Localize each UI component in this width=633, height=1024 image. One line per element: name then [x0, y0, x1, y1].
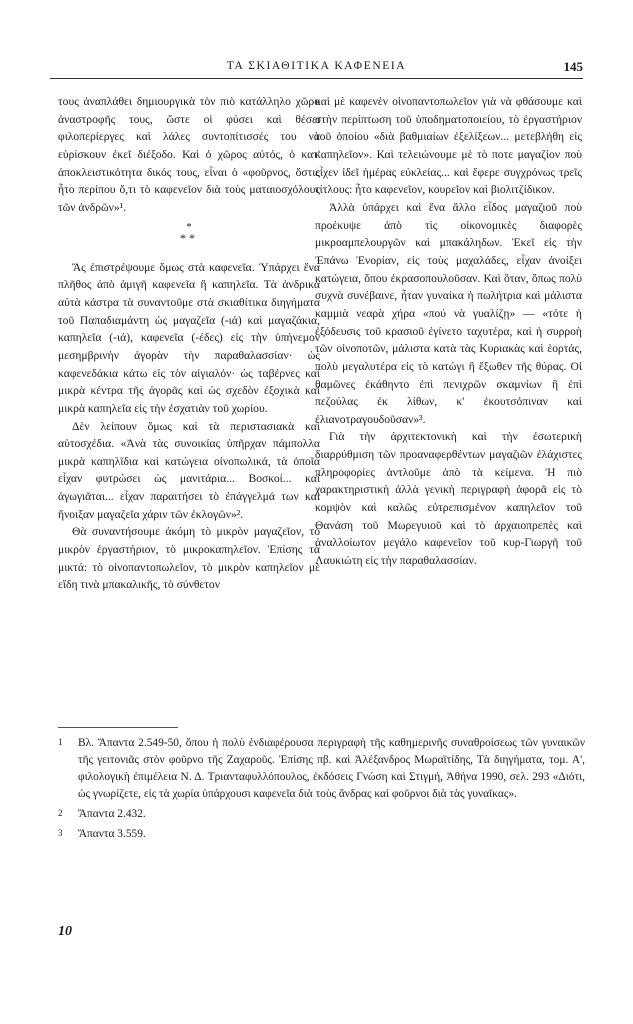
asterism-top-star: *: [186, 220, 192, 233]
footnote: [58, 806, 585, 823]
footnote: [58, 735, 585, 803]
footnote-number: 2: [58, 808, 63, 818]
running-title: ΤΑ ΣΚΙΑΘΙΤΙΚΑ ΚΑΦΕΝΕΙΑ: [226, 60, 407, 72]
asterism-star-row: **: [180, 230, 198, 245]
footnote: [58, 826, 585, 843]
page-number: 145: [563, 59, 583, 74]
paragraph: Δὲν λείπουν ὅμως καὶ τὰ περιστασιακὰ καὶ αὐτοσχέδια. «Ἀνὰ τὰς συνοικίας ὑπῆρχαν πάμπολλα μικρὰ καπηλῖδια καὶ κατώγεια οἰνοπωλικά, τὰ ὁποῖα εἶχαν φυτρώσει ὡς μανιτάρια... Βοσκοί... καὶ ἀγωγιᾶται... εἶχαν παραιτήσει τὸ ἐπάγγελμά των καὶ ἤνοιξαν μαγαζεῖα χάριν τῶν ἐκλογῶν»².: [58, 419, 320, 521]
running-head: [50, 60, 583, 78]
footnote-text: Ἅπαντα 2.432.: [78, 808, 146, 820]
paragraph: Γιὰ τὴν ἀρχιτεκτονικὴ καὶ τὴν ἐσωτερικὴ διαρρύθμιση τῶν προαναφερθέντων μαγαζιῶν ἐλάχιστες πληροφορίες ἀντλοῦμε ἀπὸ τὰ κείμενα. Ἡ πιὸ χαρακτηριστικὴ ἀλλὰ γενικὴ περιγραφὴ ἀφορᾶ εἰς τὸ κομψὸν καὶ καλῶς εὐτρεπισμένον καπηλεῖον τοῦ Θανάση τοῦ Μωρεγυιοῦ καὶ τὸ ἀρχαιοπρεπὲς καὶ ἀναλλοίωτον μεγάλο καφενεῖον τοῦ κυρ-Γιωργῆ τοῦ Λαυκιώτη εἰς τὴν παραθαλασσίαν.: [315, 430, 582, 568]
footnote-text: Βλ. Ἅπαντα 2.549-50, ὅπου ἡ πολὺ ἐνδιαφέρουσα περιγραφὴ τῆς καθημερινῆς συναθροίσεως τῶν γυναικῶν τῆς γειτονιᾶς στὸν φοῦρνο τῆς Ζαχαροῦς. Ἐπίσης πβ. καὶ Ἀλέξανδρος Μωραϊτίδης, Τὰ διηγήματα, τομ. Α', φιλολογικὴ ἐπιμέλεια Ν. Δ. Τριανταφυλλόπουλος, ἐκδόσεις Γνώση καὶ Στιγμή, Ἀθήνα 1990, σελ. 293 «Διότι, ὡς γνωρίζετε, εἰς τὰ χωρία ὑπάρχουσι καφενεῖα διὰ τοὺς ἄνδρας καὶ φοῦρνοι διὰ τὰς γυναῖκας».: [78, 737, 585, 800]
left-column: [58, 93, 320, 594]
right-column: [315, 93, 582, 570]
paragraph: Θὰ συναντήσουμε ἀκόμη τὸ μικρὸν μαγαζεῖον, τὸ μικρὸν ἐργαστήριον, τὸ μικροκαπηλεῖον. Ἐπίσης τὰ μικτά: τὸ οἰνοπαντοπωλεῖον, τὸ μικρὸν καπηλεῖον μὲ εἴδη τινὰ μπακαλικῆς, τὸ σύνθετον: [58, 525, 320, 592]
footnote-number: 3: [58, 828, 63, 838]
signature-mark: 10: [58, 924, 72, 939]
header-rule: [50, 78, 583, 79]
paragraph: καὶ μὲ καφενὲν οἰνοπαντοπωλεῖον γιὰ νὰ φθάσουμε καὶ στὴν περίπτωση τοῦ ὑποδηματοποιείου, τὸ ἐργαστήριον τοῦ ὁποίου «διὰ βαθμιαίων ἐξελίξεων... μετεβλήθη εἰς καπηλεῖον». Καὶ τελειώνουμε μὲ τὸ ποτε μαγαζίον ποὺ εἶχεν ἰδεῖ ἡμέρας εὐκλείας... καὶ ἔφερε συγχρόνως τρεῖς τίτλους: ἦτο καφενεῖον, κουρεῖον καὶ βιολιτζίδικον.: [315, 95, 582, 197]
paragraph: τους ἀναπλάθει δημιουργικὰ τὸν πιὸ κατάλληλο χῶρο ἀναστροφῆς τους, ὥστε οἱ φύσει καὶ θέσει φιλοπερίεργες καὶ λάλες συντοπίτισσές του νὰ εὑρίσκουν ἐκεῖ διέξοδο. Καὶ ὁ χῶρος αὐτός, ὁ κατ' ἀποκλειστικότητα δικός τους, εἶναι ὁ «φοῦρνος, ὅστις ἦτο περίπου ὅ,τι τὸ καφενεῖον διὰ τοὺς ματαιοσχόλους τῶν ἀνδρῶν»¹.: [58, 95, 320, 214]
footnote-number: 1: [58, 737, 63, 747]
paragraph: Ἂς ἐπιστρέψουμε ὅμως στὰ καφενεῖα. Ὑπάρχει ἕνα πλῆθος ἀπὸ ἀμιγῆ καφενεῖα ἢ καπηλεῖα. Τὰ ἀνδρικὰ αὐτὰ κάστρα τὰ συναντοῦμε στὰ σκιαθίτικα διηγήματα τοῦ Παπαδιαμάντη ὡς μαγαζεῖα (-ιά) καὶ μαγαζάκια, καπηλεῖα (-ιά), καφενεῖα (-έδες) εἰς τὴν ὑπήνεμον μεσημβρινὴν ἀγορὰν τὴν παραθαλασσίαν· ὡς καφενεδάκια κάτω εἰς τὸν αἰγιαλόν· ὡς ταβέρνες καὶ μικρὰ κέντρα τῆς ἀγορᾶς καὶ ὡς σχεδὸν ἐξοχικὰ καὶ μικρὰ καπηλεῖα εἰς τὴν ἐσχατιὰν τοῦ χωρίου.: [58, 260, 320, 415]
paragraph: Ἀλλὰ ὑπάρχει καὶ ἕνα ἄλλο εἶδος μαγαζιοῦ ποὺ προέκυψε ἀπὸ τὶς οἰκονομικὲς διαφορὲς μικροαμπελουργῶν καὶ μπακάληδων. Ἐκεῖ εἰς τὴν Ἐπάνω Ἐνορίαν, εἰς τοὺς μαχαλάδες, εἶχαν ἀνοίξει κατώγεια, ὅπου ἐκρασοπουλοῦσαν. Καὶ ὅταν, ὅπως πολὺ συχνὰ συνέβαινε, ἦταν γυναίκα ἡ πωλήτρια καὶ μάλιστα καμμιὰ νεαρὰ χήρα «πού νὰ γυαλίζῃ» — «τότε ἡ ἐξόδευσις τοῦ κρασιοῦ ἐγίνετο ταχυτέρα, καὶ ἡ συρροὴ τῶν οἰνοποτῶν, μάλιστα κατὰ τὰς Κυριακὰς καὶ ἑορτάς, πολὺ μεγαλυτέρα εἰς τὸ κατώγι ἢ ἔξωθεν τῆς θύρας. Οἱ θαμῶνες ἐκάθηντο ἐπὶ πενιχρῶν σκαμνίων ἢ ἐπὶ πεζούλας ἐκ λίθων, κ' ἐκουτσόπιναν καὶ ἐλιανοτραγουδοῦσαν»³.: [315, 200, 582, 426]
footnotes: [58, 735, 585, 846]
section-asterism: [58, 217, 320, 253]
footnote-text: Ἅπαντα 3.559.: [78, 828, 146, 840]
footnote-rule: [58, 727, 178, 728]
